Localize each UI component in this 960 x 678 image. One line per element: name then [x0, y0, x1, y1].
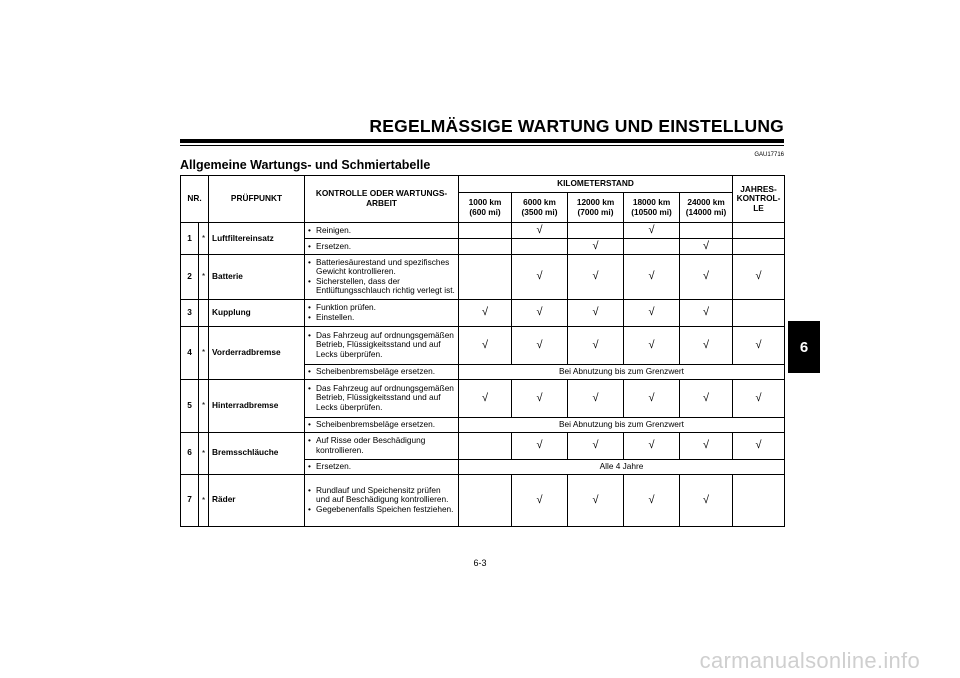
check-item: Bremsschläuche	[209, 432, 305, 474]
check-1000km: √	[459, 299, 512, 326]
document-code: GAU17716	[754, 152, 784, 158]
table-row	[181, 223, 785, 239]
check-annual	[733, 223, 785, 239]
check-annual: √	[733, 379, 785, 417]
maintenance-work	[305, 299, 459, 326]
maintenance-work	[305, 364, 459, 379]
header-km-12000: 12000 km (7000 mi)	[568, 193, 624, 223]
work-step: • Das Fahrzeug auf ordnungsgemäßen Betrieb, Flüssigkeitsstand und auf Lecks überprüfen.	[308, 384, 455, 413]
work-step: • Einstellen.	[308, 313, 455, 323]
check-item: Räder	[209, 474, 305, 526]
watermark: carmanualsonline.info	[699, 648, 920, 673]
chapter-tab: 6	[788, 321, 820, 373]
check-6000km	[512, 239, 568, 255]
header-jahreskontrolle: JAHRES-KONTROL-LE	[733, 176, 785, 223]
check-12000km: √	[568, 474, 624, 526]
header-kilometerstand: KILOMETERSTAND	[459, 176, 733, 193]
dealer-mark	[199, 299, 209, 326]
check-12000km	[568, 223, 624, 239]
maintenance-work	[305, 326, 459, 364]
check-annual: √	[733, 254, 785, 299]
work-step: • Das Fahrzeug auf ordnungsgemäßen Betrieb, Flüssigkeitsstand und auf Lecks überprüfen.	[308, 331, 455, 360]
check-item: Luftfiltereinsatz	[209, 223, 305, 255]
check-annual: √	[733, 432, 785, 459]
header-km-18000: 18000 km (10500 mi)	[624, 193, 680, 223]
work-step: • Ersetzen.	[308, 242, 455, 252]
check-1000km	[459, 254, 512, 299]
header-pruefpunkt: PRÜFPUNKT	[209, 176, 305, 223]
row-number: 7	[181, 474, 199, 526]
interval-note: Alle 4 Jahre	[459, 459, 785, 474]
check-1000km: √	[459, 379, 512, 417]
page-number: 6-3	[473, 558, 487, 568]
check-1000km	[459, 239, 512, 255]
row-number: 2	[181, 254, 199, 299]
row-number: 4	[181, 326, 199, 379]
check-12000km: √	[568, 379, 624, 417]
check-24000km: √	[680, 299, 733, 326]
table-row	[181, 474, 785, 526]
check-annual	[733, 299, 785, 326]
row-number: 1	[181, 223, 199, 255]
check-item: Vorderradbremse	[209, 326, 305, 379]
check-annual	[733, 239, 785, 255]
header-km-6000: 6000 km (3500 mi)	[512, 193, 568, 223]
check-24000km: √	[680, 379, 733, 417]
work-step: • Batteriesäurestand und spezifisches Gewicht kontrollieren.	[308, 258, 455, 277]
table-row	[181, 379, 785, 417]
row-number: 3	[181, 299, 199, 326]
check-12000km: √	[568, 432, 624, 459]
maintenance-table	[180, 175, 785, 527]
work-step: • Scheibenbremsbeläge ersetzen.	[308, 367, 455, 377]
maintenance-work	[305, 254, 459, 299]
work-step: • Reinigen.	[308, 226, 455, 236]
header-km-24000: 24000 km (14000 mi)	[680, 193, 733, 223]
work-step: • Rundlauf und Speichensitz prüfen und auf Beschädigung kontrollieren.	[308, 486, 455, 505]
interval-note: Bei Abnutzung bis zum Grenzwert	[459, 364, 785, 379]
check-24000km: √	[680, 254, 733, 299]
maintenance-work	[305, 223, 459, 239]
check-6000km: √	[512, 379, 568, 417]
table-row	[181, 299, 785, 326]
row-number: 6	[181, 432, 199, 474]
dealer-mark: *	[199, 254, 209, 299]
dealer-mark: *	[199, 432, 209, 474]
table-row	[181, 432, 785, 459]
check-1000km: √	[459, 326, 512, 364]
check-6000km: √	[512, 254, 568, 299]
dealer-mark: *	[199, 326, 209, 379]
check-18000km: √	[624, 299, 680, 326]
check-24000km: √	[680, 326, 733, 364]
interval-note: Bei Abnutzung bis zum Grenzwert	[459, 417, 785, 432]
maintenance-work	[305, 417, 459, 432]
maintenance-work	[305, 474, 459, 526]
check-6000km: √	[512, 432, 568, 459]
check-item: Batterie	[209, 254, 305, 299]
maintenance-work	[305, 379, 459, 417]
check-12000km: √	[568, 299, 624, 326]
header-km-1000: 1000 km (600 mi)	[459, 193, 512, 223]
check-18000km: √	[624, 254, 680, 299]
page-title: REGELMÄSSIGE WARTUNG UND EINSTELLUNG	[369, 116, 784, 136]
maintenance-work	[305, 239, 459, 255]
check-12000km: √	[568, 239, 624, 255]
work-step: • Gegebenenfalls Speichen festziehen.	[308, 505, 455, 515]
work-step: • Sicherstellen, dass der Entlüftungsschlauch richtig verlegt ist.	[308, 277, 455, 296]
section-heading: Allgemeine Wartungs- und Schmiertabelle	[180, 158, 431, 172]
work-step: • Auf Risse oder Beschädigung kontrollieren.	[308, 436, 455, 455]
check-24000km: √	[680, 432, 733, 459]
check-12000km: √	[568, 254, 624, 299]
check-item: Hinterradbremse	[209, 379, 305, 432]
check-item: Kupplung	[209, 299, 305, 326]
check-1000km	[459, 223, 512, 239]
check-24000km: √	[680, 239, 733, 255]
maintenance-work	[305, 459, 459, 474]
maintenance-work	[305, 432, 459, 459]
check-6000km: √	[512, 299, 568, 326]
check-18000km: √	[624, 474, 680, 526]
check-6000km: √	[512, 223, 568, 239]
check-18000km: √	[624, 223, 680, 239]
check-24000km: √	[680, 474, 733, 526]
check-6000km: √	[512, 326, 568, 364]
check-18000km: √	[624, 326, 680, 364]
check-24000km	[680, 223, 733, 239]
row-number: 5	[181, 379, 199, 432]
dealer-mark: *	[199, 223, 209, 255]
check-12000km: √	[568, 326, 624, 364]
check-6000km: √	[512, 474, 568, 526]
table-row	[181, 254, 785, 299]
check-1000km	[459, 432, 512, 459]
dealer-mark: *	[199, 379, 209, 432]
check-18000km: √	[624, 432, 680, 459]
work-step: • Ersetzen.	[308, 462, 455, 472]
check-18000km	[624, 239, 680, 255]
check-annual	[733, 474, 785, 526]
header-kontrolle: KONTROLLE ODER WARTUNGS-ARBEIT	[305, 176, 459, 223]
dealer-mark: *	[199, 474, 209, 526]
work-step: • Funktion prüfen.	[308, 303, 455, 313]
check-18000km: √	[624, 379, 680, 417]
work-step: • Scheibenbremsbeläge ersetzen.	[308, 420, 455, 430]
title-rule	[180, 139, 784, 143]
check-1000km	[459, 474, 512, 526]
check-annual: √	[733, 326, 785, 364]
table-row	[181, 326, 785, 364]
header-nr: NR.	[181, 176, 209, 223]
title-rule-thin	[180, 145, 784, 146]
